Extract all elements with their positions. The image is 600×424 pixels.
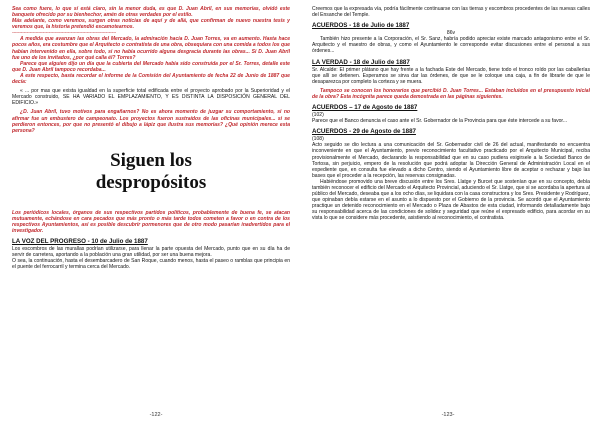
reference-102: (102): [312, 112, 324, 119]
chapter-title-line-2: despropósitos: [95, 171, 207, 193]
left-paragraph-9: O sea, la continuación, hasta el desembarcadero de San Roque, cuando menos, hasta el paseo o ramblas que principia en el puente del ferrocarril y termina cerca del Mercado.: [12, 258, 290, 271]
right-paragraph-5: Parece que el Banco denuncia el caso ante el Sr. Gobernador de la Provincia para que éste intercede a su favor...: [312, 118, 568, 125]
right-paragraph-4: Tampoco se conocen los honorarios que percibió D. Juan Torres... Estaban incluidos en el presupuesto inicial de la obra? Esta incógnita parece queda demostrada en las páginas siguientes.: [312, 87, 590, 100]
left-paragraph-2: Más adelante, como veremos, surgen otras noticias de aquí y de allá, que confirman de nuevo nuestra tesis y veremos que, la historia pretendió escamotearnos.: [12, 18, 290, 31]
right-paragraph-1: Creemos que la expresada vía, podría fácilmente continuarse con las tierras y escombros procedentes de las nuevas calles del Ensanche del Temple.: [312, 6, 590, 19]
left-paragraph-7: Los periódicos locales, órganos de sus respectivos partidos políticos, probablemente de buena fe, se atacan mutuamente, echándose en cara pecados que más pronto o más tarde todos cometen a favor o en contra de los respectivos Ayuntamientos, así es posible descubrir pormenores que de otro modo pasarían inadvertidos para el investigador.: [12, 209, 290, 235]
section-heading-la-verdad: LA VERDAD - 18 de Julio de 1887: [312, 58, 410, 66]
left-paragraph-5: A este respecto, basta recordar el informe de la Comisión del Ayuntamiento de fecha 22 de Junio de 1887 que decía:: [12, 72, 290, 86]
right-paragraph-7: Habiéndose promovido una breve discusión entre los Sres. Llatge y Burcet que sostenían que en su concepto, debía también reconocer el edificio del Mercado el Arquitecto Provincial, aduciendo el Sr. Llatge, que si se acordaba la apertura al público del Mercado, deseaba que a los ocho días, se liquidara con la casa constructora y los Sres. Presidente y Rodríguez, que opinaban debía estarse en el asunto a lo dispuesto por el Gobierno de la provincia. Se acordó que el Ayuntamiento practique un detenido reconocimiento en el Mercado o Plaza de Abastos de esta ciudad, informando detalladamente bajo su responsabilidad acerca de las condiciones de solidez y seguridad que reúne el expresado edificio, para acordar en su vista lo que se considere más procedente, asistiendo al reconocimiento, el contratista.: [312, 178, 590, 222]
section-heading-acuerdos-17-agosto: ACUERDOS – 17 de Agosto de 1887: [312, 104, 418, 112]
left-paragraph-4: Parece que alguien dijo un día que la cubierta del Mercado había sido construida por el Sr. Torres, detalle este que D. Juan Abril tampoco recordaba...: [12, 60, 290, 73]
chapter-title-line-1: Siguen los: [110, 149, 192, 171]
left-page: [12, 6, 290, 406]
council-report-quote: « ... por mas que exista igualdad en la superficie total edificada entre el proyecto aprobado por la Superioridad y el Mercado construido, SE HA VARIADO EL EMPLAZAMIENTO, Y ES DISTINTA LA DISPOSICIÓN GENERAL DEL EDIFICIO.»: [12, 88, 290, 107]
left-paragraph-6: ¿D. Juan Abril, tuvo motivos para engañarnos? No es ahora momento de juzgar su comportamiento, si no afirmar fue un embustero de campeonato. Los proyectos fueron sustraídos de las oficinas municipales... si se perdieron entonces, por que no presentó el dibujo a lápiz que ilustra sus memorias? ¿Qué opinión merece esta persona?: [12, 109, 290, 134]
section-heading-acuerdos-29-agosto: ACUERDOS - 29 de Agosto de 1887: [312, 128, 416, 136]
left-page-number: -122-: [149, 412, 163, 418]
right-paragraph-2: También hizo presente a la Corporación, el Sr. Sanz, habría podido apreciar existe marcado antagonismo entre el Sr. Arquitecto y el maestro de obras, y como el Ayuntamiento le corresponde evitar discusiones entre el personal a sus órdenes...: [312, 36, 590, 55]
left-paragraph-8: Los escombros de las murallas podrían utilizarse, para llenar la parte opuesta del Mercado, punto que en su día ha de servir de carretera, aportando a la población una gran utilidad, por ser una buena mejora.: [12, 246, 290, 259]
left-paragraph-3: A medida que avanzan las obras del Mercado, la admiración hacia D. Juan Torres, va en aumento. Hasta hace pocos años, era costumbre que el Arquitecto o contratista de una obra, obsequiara con una comida a todos los que habían intervenido en ella, sobre todo, si no había ocurrido alguna desgracia durante las obras... Si D. Juan Abril fue uno de los invitados, ¿por qué calla él? Torres?: [12, 36, 290, 61]
reference-86v: 86v: [446, 30, 456, 37]
section-heading-acuerdos-18-julio: ACUERDOS - 18 de Julio de 1887: [312, 22, 410, 30]
chapter-title: [12, 150, 290, 194]
right-paragraph-6: Acto seguido se dio lectura a una comunicación del Sr. Gobernador civil de 26 del actual, manifestando no encuentra inconveniente en que el Ayuntamiento, previo reconocimiento facultativo practicado por el Arquitecto Municipal, reciba provisionalmente el Mercado, declarando la responsabilidad que en su caso pudiera exigirsele a la Sociedad Banco de Tortosa, sin perjuicio, empero de la resolución que podrá adoptar la Dirección General de Administración Local en el expediente que, en consulta fue elevado a dicho Centro, siendo el Ayuntamiento libre de aceptar o rechazar y bajo las bases que el proceder a la recepción, las reservas consignadas.: [312, 142, 590, 179]
right-page-number: -123-: [441, 412, 455, 418]
left-paragraph-1: Sea como fuere, lo que sí está claro, sin la menor duda, es que D. Juan Abril, en sus memorias, olvidó este banquete ofrecido por su bienhechor, amén de otras verdades por el estilo.: [12, 6, 290, 19]
section-heading-voz-progreso: LA VOZ DEL PROGRESO - 10 de Julio de 1887: [12, 238, 148, 246]
reference-108: (108): [312, 136, 324, 143]
right-paragraph-3: Sr. Alcalde: El primer plátano que hay frente a la fachada Este del Mercado, tiene todo el tronco roído por las caballerías que allí se detienen. Esperamos se sirva dar las órdenes, de que se le coloque una caja, a fin de librarle de que le desaparezca por completo la corteza y se muera.: [312, 66, 590, 85]
right-page: [312, 6, 590, 406]
dashed-separator: -----------------------------------------------------------------------: [12, 30, 117, 37]
